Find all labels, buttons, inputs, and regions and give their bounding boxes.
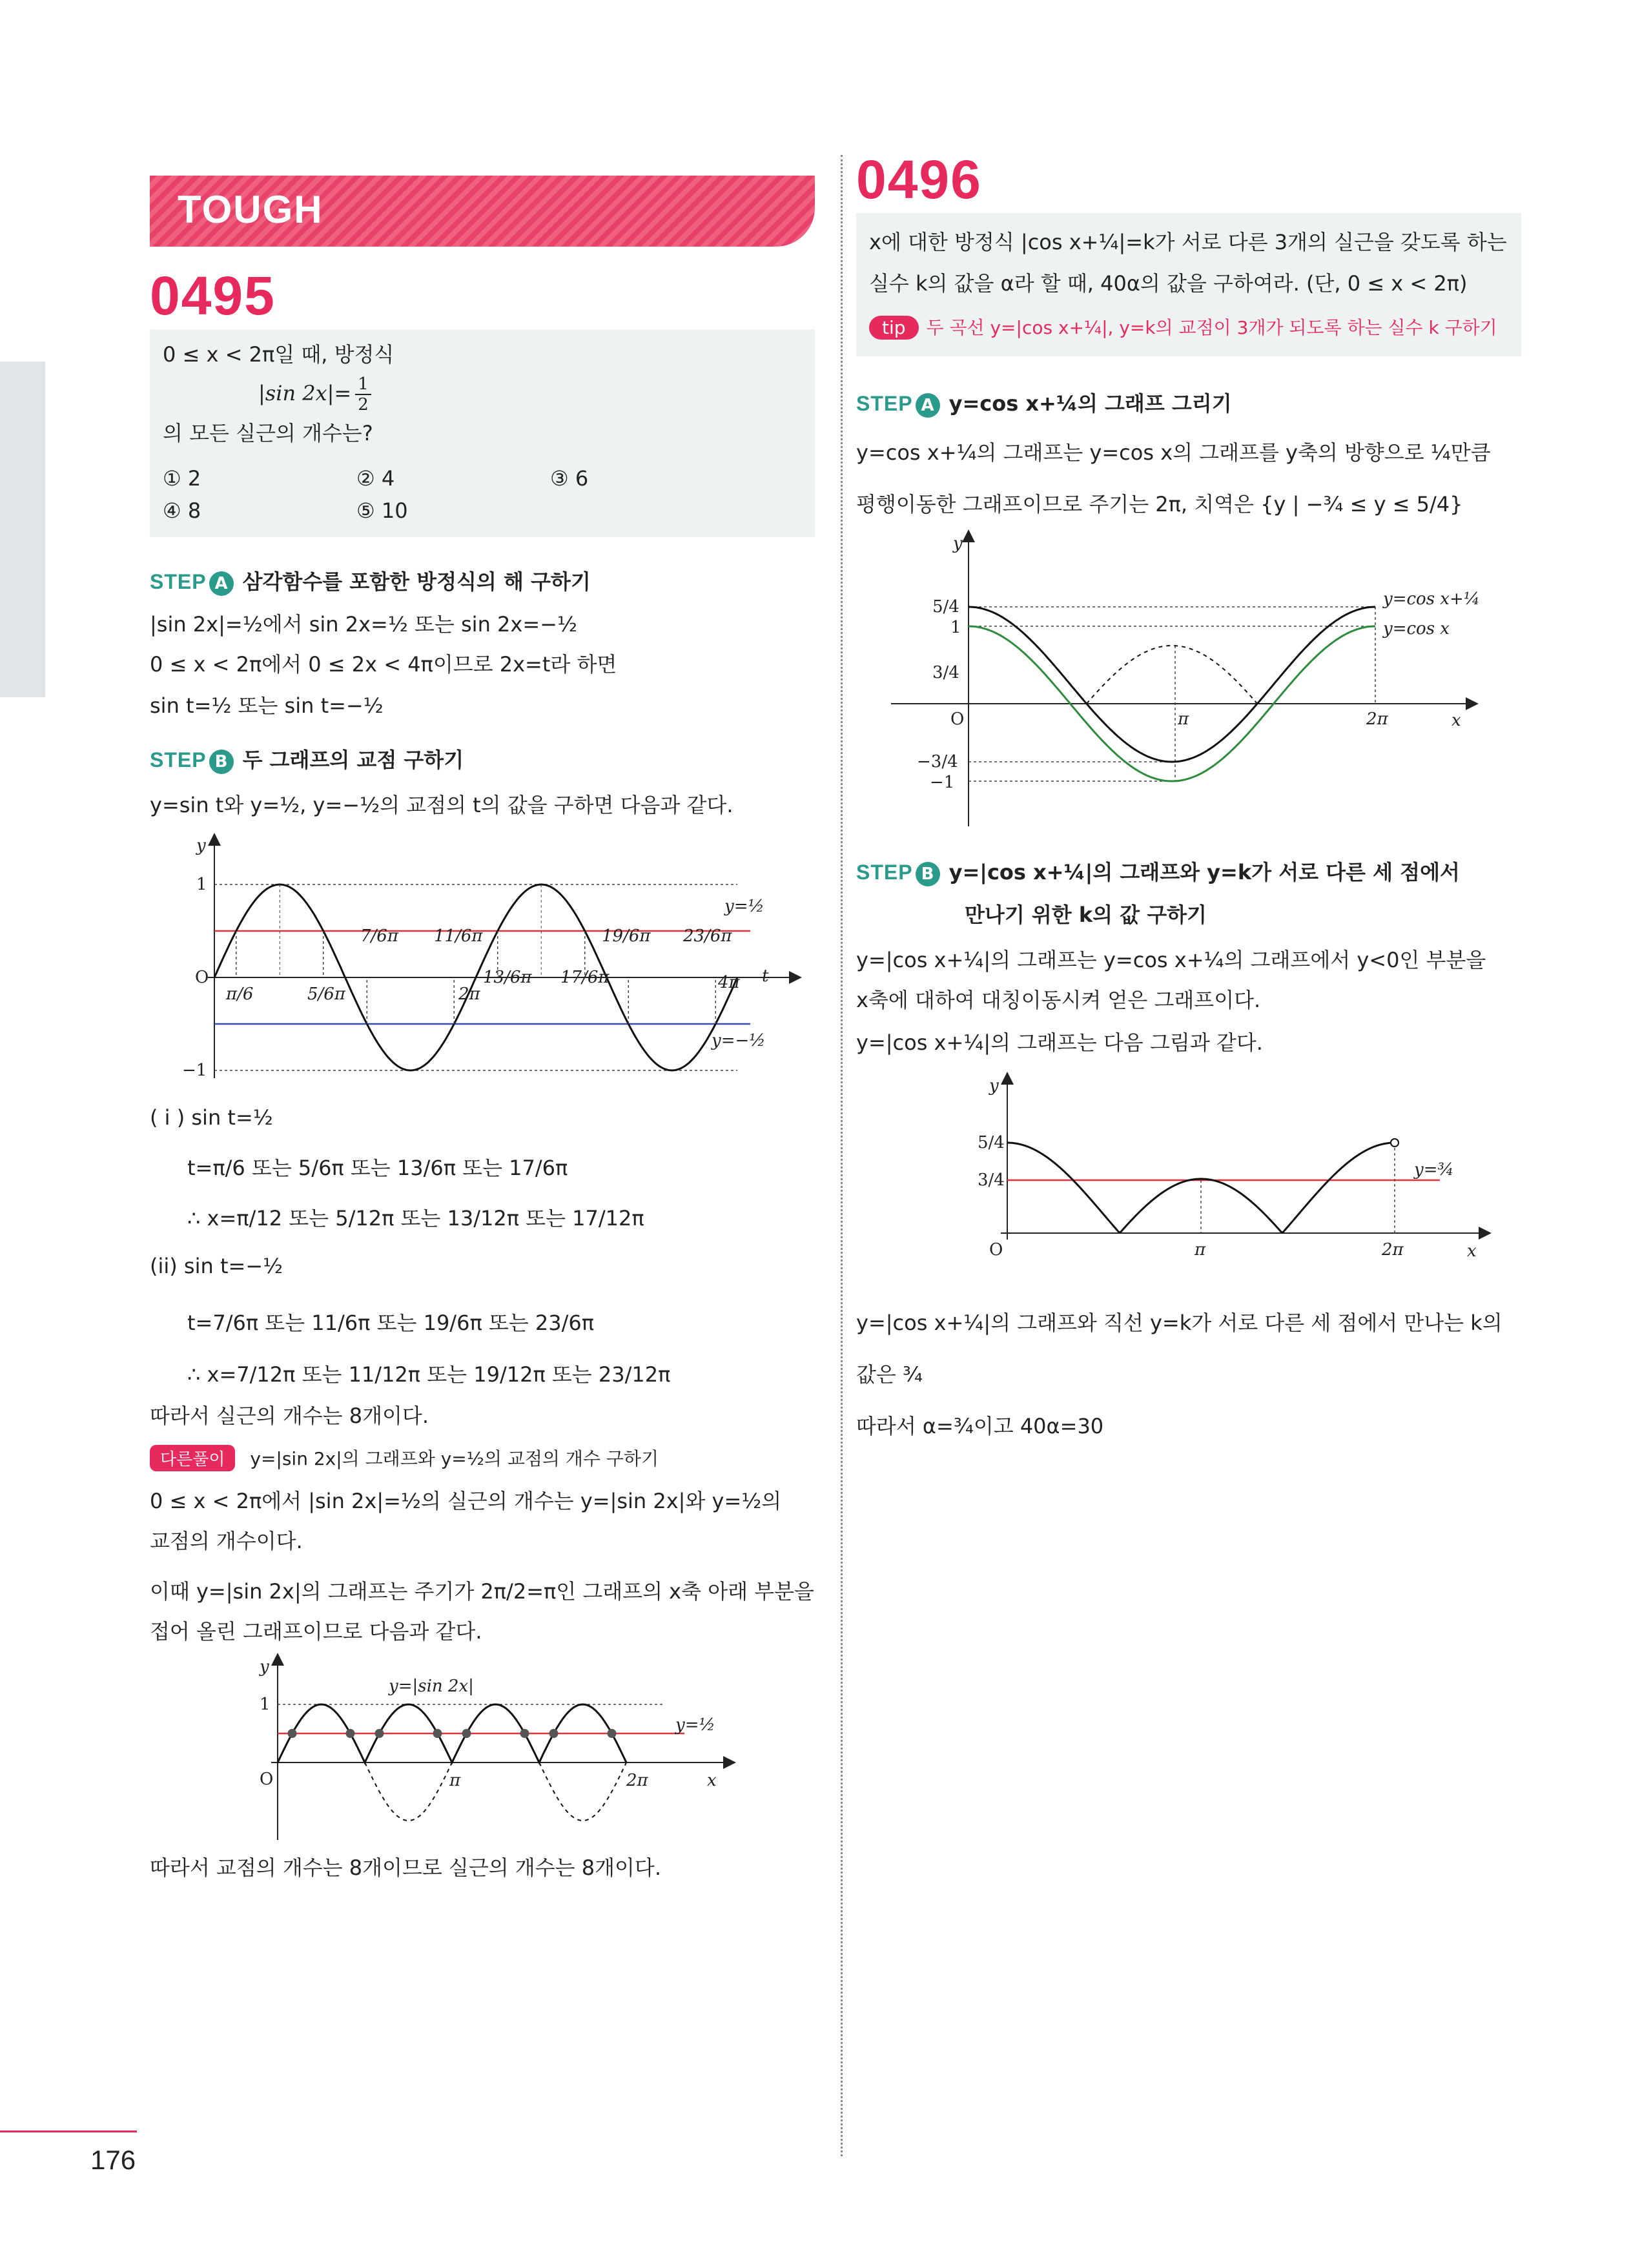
step-title: y=|cos x+¼|의 그래프와 y=k가 서로 다른 세 점에서 [949, 860, 1460, 884]
tick-7-6-pi: 7/6π [360, 926, 398, 946]
graph3-curve1-label: y=cos x+¼ [1383, 589, 1480, 609]
graph4-y-label: y [989, 1076, 999, 1096]
graph2-y-label: y [260, 1657, 269, 1677]
s496-b1: y=|cos x+¼|의 그래프는 y=cos x+¼의 그래프에서 y<0인 부분을 [856, 948, 1486, 972]
s496-c1: y=|cos x+¼|의 그래프와 직선 y=k가 서로 다른 세 점에서 만나는 k의 [856, 1311, 1502, 1335]
graph2-line-label: y=½ [675, 1715, 715, 1735]
graph3-tick-neg-1: −1 [930, 773, 955, 792]
step-tag: STEP [856, 392, 913, 415]
s495-i-t: t=π/6 또는 5/6π 또는 13/6π 또는 17/6π [187, 1156, 568, 1180]
graph3-tick-2pi: 2π [1366, 710, 1388, 729]
step-tag: STEP [150, 748, 207, 771]
step-tag: STEP [150, 570, 207, 593]
tick-13-6-pi: 13/6π [483, 968, 532, 987]
step-title: 두 그래프의 교점 구하기 [242, 748, 464, 772]
intersection-dot [433, 1729, 442, 1738]
cos-x-plus-quarter-curve [969, 607, 1375, 762]
step-letter-badge: A [209, 571, 234, 596]
s495-a3: sin t=½ 또는 sin t=−½ [150, 693, 384, 718]
graph1-x-label: t [762, 966, 769, 986]
q495-condition: 0 ≤ x < 2π일 때, 방정식 [163, 342, 395, 367]
graph4-tick-3-4: 3/4 [978, 1170, 1005, 1190]
choice-2: ② 4 [356, 466, 395, 491]
question-number-0495: 0495 [150, 265, 276, 326]
intersection-dot [608, 1729, 617, 1738]
graph3-origin: O [950, 710, 965, 729]
q495-equation [258, 376, 375, 413]
tick-11-6-pi: 11/6π [434, 926, 483, 946]
tick-pi-6: π/6 [226, 985, 254, 1004]
graph1-line-bot-label: y=−½ [712, 1031, 766, 1050]
s495-ii-head: (ii) sin t=−½ [150, 1254, 283, 1278]
s495-alt3: 이때 y=|sin 2x|의 그래프는 주기가 2π/2=π인 그래프의 x축 아래 부분을 [150, 1579, 814, 1604]
s496-c3: 따라서 α=¾이고 40α=30 [856, 1414, 1104, 1438]
graph2-tick-pi: π [449, 1771, 461, 1790]
frac-one-half: $\frac{1}{2}$ [355, 376, 371, 413]
graph4-tick-5-4: 5/4 [978, 1133, 1005, 1152]
intersection-dot [520, 1729, 529, 1738]
s495-a1: |sin 2x|=½에서 sin 2x=½ 또는 sin 2x=−½ [150, 612, 577, 637]
graph1-y-label: y [196, 836, 206, 855]
graph3-tick-1: 1 [950, 618, 961, 637]
graph3-x-label: x [1451, 711, 1461, 730]
graph3-tick-neg-3-4: −3/4 [917, 752, 958, 771]
q496-p2: 실수 k의 값을 α라 할 때, 40α의 값을 구하여라. (단, 0 ≤ x < 2π) [869, 271, 1468, 296]
step-b-header-0496 [856, 856, 1460, 886]
tip-badge: tip [869, 316, 919, 340]
question-number-0496: 0496 [856, 149, 982, 210]
s495-alt1: 0 ≤ x < 2π에서 |sin 2x|=½의 실근의 개수는 y=|sin 2x|와 y=½의 [150, 1489, 782, 1513]
tick-4pi: 4π [718, 973, 740, 992]
graph2-tick-2pi: 2π [626, 1771, 648, 1790]
graph4-line-label: y=¾ [1414, 1160, 1454, 1180]
graph4-tick-2pi: 2π [1382, 1240, 1404, 1260]
graph-abs-sin-2x [220, 1653, 749, 1846]
q496-p1: x에 대한 방정식 |cos x+¼|=k가 서로 다른 3개의 실근을 갖도록 하는 [869, 230, 1507, 254]
tip-text: 두 곡선 y=|cos x+¼|, y=k의 교점이 3개가 되도록 하는 실수 k 구하기 [926, 317, 1497, 338]
page-number: 176 [90, 2145, 136, 2175]
graph1-origin: O [195, 968, 209, 987]
graph-abs-cos-shift [917, 1072, 1498, 1265]
s495-i-x: ∴ x=π/12 또는 5/12π 또는 13/12π 또는 17/12π [187, 1206, 644, 1231]
s495-a2: 0 ≤ x < 2π에서 0 ≤ 2x < 4π이므로 2x=t라 하면 [150, 652, 617, 677]
s495-b1: y=sin t와 y=½, y=−½의 교점의 t의 값을 구하면 다음과 같다. [150, 793, 733, 817]
graph2-curve-label: y=|sin 2x| [389, 1677, 474, 1696]
tough-label: TOUGH [178, 188, 323, 231]
choice-5: ⑤ 10 [356, 498, 408, 523]
intersection-dot [549, 1729, 559, 1738]
s495-ii-t: t=7/6π 또는 11/6π 또는 19/6π 또는 23/6π [187, 1311, 595, 1335]
intersection-dot [288, 1729, 297, 1738]
s495-alt2: 교점의 개수이다. [150, 1529, 303, 1553]
step-b-header-0495 [150, 744, 464, 774]
graph-cos-shift [891, 529, 1511, 833]
cos-x-plus-quarter-reflected-dashed [1087, 646, 1257, 704]
graph4-x-label: x [1467, 1241, 1477, 1261]
s496-a2: 평행이동한 그래프이므로 주기는 2π, 치역은 {y | −¾ ≤ y ≤ 5/4} [856, 492, 1463, 516]
open-endpoint [1391, 1139, 1399, 1147]
s495-i-head: ( i ) sin t=½ [150, 1105, 273, 1130]
s495-alt-conclusion: 따라서 교점의 개수는 8개이므로 실근의 개수는 8개이다. [150, 1855, 661, 1880]
s495-conclusion: 따라서 실근의 개수는 8개이다. [150, 1404, 429, 1428]
intersection-dot [346, 1729, 355, 1738]
graph1-tick-1: 1 [196, 875, 207, 894]
tick-5-6-pi: 5/6π [307, 985, 345, 1004]
page-number-rule [0, 2130, 137, 2132]
graph3-curve2-label: y=cos x [1383, 619, 1450, 639]
abs-sin-reflected-dashed [365, 1762, 626, 1821]
choice-3: ③ 6 [550, 466, 589, 491]
intersection-dot [375, 1729, 384, 1738]
alt-solution-header [150, 1445, 659, 1471]
s496-a1: y=cos x+¼의 그래프는 y=cos x의 그래프를 y축의 방향으로 ¼만큼 [856, 440, 1491, 465]
chapter-side-tab [0, 362, 45, 697]
graph3-y-label: y [953, 534, 963, 553]
step-title: 삼각함수를 포함한 방정식의 해 구하기 [242, 569, 591, 594]
step-letter-badge: B [209, 750, 234, 774]
graph4-origin: O [989, 1240, 1003, 1260]
q495-ask: 의 모든 실근의 개수는? [163, 421, 373, 445]
s496-c2: 값은 ¾ [856, 1362, 923, 1387]
step-title: y=cos x+¼의 그래프 그리기 [949, 391, 1232, 416]
tick-23-6-pi: 23/6π [683, 926, 732, 946]
s495-ii-x: ∴ x=7/12π 또는 11/12π 또는 19/12π 또는 23/12π [187, 1362, 671, 1387]
q496-tip [869, 314, 1497, 340]
column-divider [841, 155, 843, 2156]
graph1-line-top-label: y=½ [724, 897, 764, 916]
s496-b3: y=|cos x+¼|의 그래프는 다음 그림과 같다. [856, 1030, 1263, 1055]
graph3-tick-3-4: 3/4 [932, 663, 959, 682]
graph3-tick-pi: π [1178, 710, 1189, 729]
graph2-tick-1: 1 [260, 1695, 271, 1714]
s496-stepB-title2: 만나기 위한 k의 값 구하기 [965, 903, 1207, 927]
graph-sin-t [150, 833, 815, 1091]
choice-4: ④ 8 [163, 498, 201, 523]
graph4-tick-pi: π [1195, 1240, 1206, 1260]
graph3-tick-5-4: 5/4 [932, 597, 959, 617]
q495-equation-lhs: |sin 2x|= [258, 381, 352, 405]
intersection-dot [462, 1729, 471, 1738]
tick-17-6-pi: 17/6π [560, 968, 610, 987]
step-letter-badge: A [916, 393, 940, 418]
s496-b2: x축에 대하여 대칭이동시켜 얻은 그래프이다. [856, 988, 1261, 1012]
alt-solution-badge: 다른풀이 [150, 1445, 235, 1471]
alt-solution-title: y=|sin 2x|의 그래프와 y=½의 교점의 개수 구하기 [250, 1448, 659, 1469]
graph1-tick-neg1: −1 [182, 1061, 207, 1080]
choice-1: ① 2 [163, 466, 201, 491]
step-a-header-0496 [856, 387, 1232, 418]
step-letter-badge: B [916, 862, 940, 886]
tick-19-6-pi: 19/6π [602, 926, 651, 946]
graph2-x-label: x [707, 1771, 717, 1790]
s495-alt4: 접어 올린 그래프이므로 다음과 같다. [150, 1619, 482, 1644]
step-a-header-0495 [150, 566, 591, 596]
step-tag: STEP [856, 861, 913, 884]
tick-2pi: 2π [458, 985, 480, 1004]
graph2-origin: O [260, 1770, 274, 1789]
